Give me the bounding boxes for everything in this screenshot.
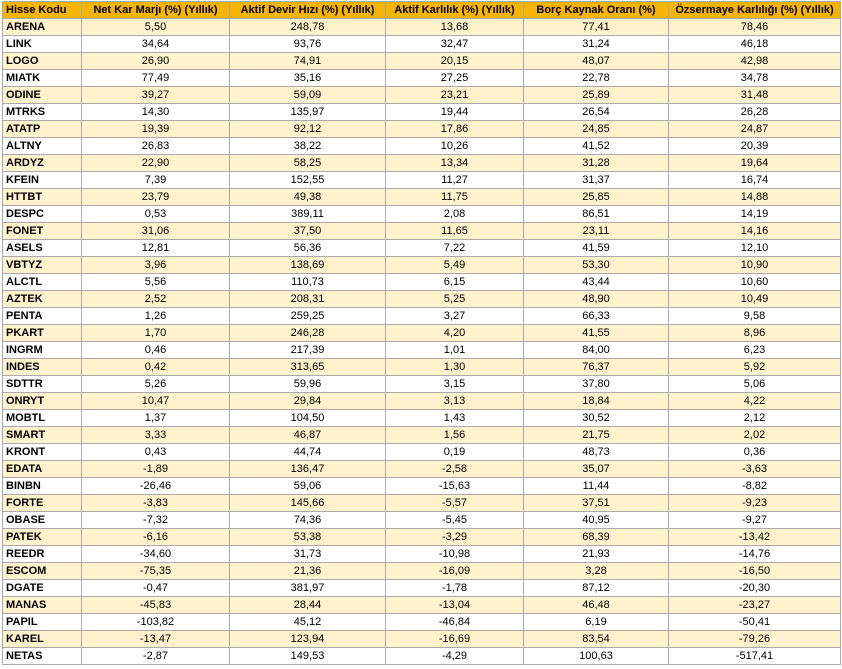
cell-borc-kaynak-orani: 83,54 [524, 631, 669, 648]
cell-aktif-karlilik: -15,63 [386, 478, 524, 495]
cell-ozsermaye-karliligi: 14,19 [669, 206, 841, 223]
table-row [3, 155, 841, 172]
cell-aktif-devir-hizi: 31,73 [230, 546, 386, 563]
cell-aktif-devir-hizi: 59,06 [230, 478, 386, 495]
col-header-aktif-karlilik: Aktif Karlılık (%) (Yıllık) [386, 2, 524, 19]
table-row [3, 291, 841, 308]
cell-net-kar-marji: -1,89 [82, 461, 230, 478]
cell-aktif-devir-hizi: 248,78 [230, 19, 386, 36]
cell-hisse-kodu: ALCTL [3, 274, 82, 291]
cell-hisse-kodu: FONET [3, 223, 82, 240]
cell-borc-kaynak-orani: 48,90 [524, 291, 669, 308]
table-row [3, 359, 841, 376]
cell-hisse-kodu: MIATK [3, 70, 82, 87]
table-row [3, 19, 841, 36]
cell-borc-kaynak-orani: 3,28 [524, 563, 669, 580]
cell-aktif-karlilik: 1,01 [386, 342, 524, 359]
cell-aktif-karlilik: -2,58 [386, 461, 524, 478]
cell-aktif-karlilik: -16,09 [386, 563, 524, 580]
table-row [3, 189, 841, 206]
table-row [3, 53, 841, 70]
cell-aktif-karlilik: 7,22 [386, 240, 524, 257]
cell-aktif-karlilik: 19,44 [386, 104, 524, 121]
cell-ozsermaye-karliligi: 14,88 [669, 189, 841, 206]
table-row [3, 223, 841, 240]
cell-hisse-kodu: PKART [3, 325, 82, 342]
cell-aktif-karlilik: 2,08 [386, 206, 524, 223]
cell-aktif-devir-hizi: 152,55 [230, 172, 386, 189]
cell-ozsermaye-karliligi: 46,18 [669, 36, 841, 53]
cell-ozsermaye-karliligi: 12,10 [669, 240, 841, 257]
cell-ozsermaye-karliligi: -50,41 [669, 614, 841, 631]
cell-net-kar-marji: 22,90 [82, 155, 230, 172]
cell-hisse-kodu: LINK [3, 36, 82, 53]
cell-net-kar-marji: -75,35 [82, 563, 230, 580]
table-row [3, 138, 841, 155]
cell-aktif-devir-hizi: 49,38 [230, 189, 386, 206]
cell-aktif-karlilik: 11,65 [386, 223, 524, 240]
table-row [3, 87, 841, 104]
table-row [3, 36, 841, 53]
cell-ozsermaye-karliligi: -517,41 [669, 648, 841, 665]
cell-aktif-devir-hizi: 217,39 [230, 342, 386, 359]
table-row [3, 631, 841, 648]
cell-hisse-kodu: SDTTR [3, 376, 82, 393]
cell-borc-kaynak-orani: 31,24 [524, 36, 669, 53]
col-header-borc-kaynak-orani: Borç Kaynak Oranı (%) [524, 2, 669, 19]
cell-ozsermaye-karliligi: 4,22 [669, 393, 841, 410]
table-row [3, 580, 841, 597]
col-header-hisse-kodu: Hisse Kodu [3, 2, 82, 19]
table-row [3, 274, 841, 291]
cell-hisse-kodu: ODINE [3, 87, 82, 104]
cell-net-kar-marji: 3,33 [82, 427, 230, 444]
cell-net-kar-marji: -0,47 [82, 580, 230, 597]
cell-ozsermaye-karliligi: 2,12 [669, 410, 841, 427]
header-row [3, 2, 841, 19]
cell-net-kar-marji: 0,42 [82, 359, 230, 376]
table-row [3, 410, 841, 427]
cell-aktif-karlilik: -5,45 [386, 512, 524, 529]
cell-aktif-devir-hizi: 29,84 [230, 393, 386, 410]
cell-ozsermaye-karliligi: 19,64 [669, 155, 841, 172]
cell-hisse-kodu: PAPIL [3, 614, 82, 631]
cell-hisse-kodu: ARDYZ [3, 155, 82, 172]
cell-aktif-karlilik: 10,26 [386, 138, 524, 155]
cell-net-kar-marji: 5,26 [82, 376, 230, 393]
cell-net-kar-marji: 23,79 [82, 189, 230, 206]
cell-ozsermaye-karliligi: 2,02 [669, 427, 841, 444]
cell-aktif-devir-hizi: 110,73 [230, 274, 386, 291]
cell-borc-kaynak-orani: 41,59 [524, 240, 669, 257]
cell-aktif-karlilik: 3,15 [386, 376, 524, 393]
cell-net-kar-marji: 0,46 [82, 342, 230, 359]
cell-ozsermaye-karliligi: -3,63 [669, 461, 841, 478]
cell-net-kar-marji: 1,26 [82, 308, 230, 325]
cell-ozsermaye-karliligi: 34,78 [669, 70, 841, 87]
cell-borc-kaynak-orani: 48,73 [524, 444, 669, 461]
cell-aktif-karlilik: 0,19 [386, 444, 524, 461]
cell-aktif-karlilik: 13,34 [386, 155, 524, 172]
financial-ratios-table [2, 1, 841, 665]
cell-borc-kaynak-orani: 48,07 [524, 53, 669, 70]
cell-aktif-devir-hizi: 74,36 [230, 512, 386, 529]
cell-aktif-karlilik: 11,75 [386, 189, 524, 206]
table-row [3, 240, 841, 257]
cell-borc-kaynak-orani: 31,37 [524, 172, 669, 189]
table-row [3, 546, 841, 563]
cell-net-kar-marji: 1,37 [82, 410, 230, 427]
cell-hisse-kodu: ALTNY [3, 138, 82, 155]
cell-aktif-karlilik: 32,47 [386, 36, 524, 53]
cell-aktif-devir-hizi: 381,97 [230, 580, 386, 597]
table-row [3, 206, 841, 223]
cell-borc-kaynak-orani: 37,80 [524, 376, 669, 393]
cell-borc-kaynak-orani: 53,30 [524, 257, 669, 274]
cell-net-kar-marji: 26,90 [82, 53, 230, 70]
cell-net-kar-marji: 19,39 [82, 121, 230, 138]
cell-ozsermaye-karliligi: 24,87 [669, 121, 841, 138]
cell-ozsermaye-karliligi: 10,60 [669, 274, 841, 291]
cell-aktif-devir-hizi: 313,65 [230, 359, 386, 376]
cell-ozsermaye-karliligi: -9,27 [669, 512, 841, 529]
cell-borc-kaynak-orani: 26,54 [524, 104, 669, 121]
cell-borc-kaynak-orani: 21,93 [524, 546, 669, 563]
table-row [3, 70, 841, 87]
cell-hisse-kodu: HTTBT [3, 189, 82, 206]
cell-aktif-karlilik: 6,15 [386, 274, 524, 291]
cell-aktif-karlilik: 1,56 [386, 427, 524, 444]
table-row [3, 444, 841, 461]
cell-aktif-karlilik: -3,29 [386, 529, 524, 546]
cell-net-kar-marji: 5,56 [82, 274, 230, 291]
cell-hisse-kodu: BINBN [3, 478, 82, 495]
cell-aktif-karlilik: 4,20 [386, 325, 524, 342]
cell-aktif-devir-hizi: 149,53 [230, 648, 386, 665]
cell-aktif-devir-hizi: 246,28 [230, 325, 386, 342]
cell-aktif-devir-hizi: 74,91 [230, 53, 386, 70]
cell-aktif-devir-hizi: 389,11 [230, 206, 386, 223]
col-header-aktif-devir-hizi: Aktif Devir Hızı (%) (Yıllık) [230, 2, 386, 19]
cell-ozsermaye-karliligi: -23,27 [669, 597, 841, 614]
cell-borc-kaynak-orani: 66,33 [524, 308, 669, 325]
cell-aktif-devir-hizi: 92,12 [230, 121, 386, 138]
cell-aktif-karlilik: 11,27 [386, 172, 524, 189]
cell-aktif-karlilik: -13,04 [386, 597, 524, 614]
table-row [3, 376, 841, 393]
cell-ozsermaye-karliligi: -9,23 [669, 495, 841, 512]
cell-net-kar-marji: -6,16 [82, 529, 230, 546]
cell-net-kar-marji: 2,52 [82, 291, 230, 308]
cell-net-kar-marji: -34,60 [82, 546, 230, 563]
cell-hisse-kodu: OBASE [3, 512, 82, 529]
cell-aktif-devir-hizi: 35,16 [230, 70, 386, 87]
cell-ozsermaye-karliligi: 14,16 [669, 223, 841, 240]
cell-net-kar-marji: 31,06 [82, 223, 230, 240]
cell-aktif-devir-hizi: 104,50 [230, 410, 386, 427]
cell-hisse-kodu: ONRYT [3, 393, 82, 410]
cell-aktif-devir-hizi: 208,31 [230, 291, 386, 308]
cell-hisse-kodu: MANAS [3, 597, 82, 614]
cell-aktif-karlilik: 1,30 [386, 359, 524, 376]
table-row [3, 172, 841, 189]
cell-ozsermaye-karliligi: 9,58 [669, 308, 841, 325]
cell-borc-kaynak-orani: 77,41 [524, 19, 669, 36]
cell-aktif-karlilik: -46,84 [386, 614, 524, 631]
cell-hisse-kodu: DGATE [3, 580, 82, 597]
cell-aktif-devir-hizi: 53,38 [230, 529, 386, 546]
cell-hisse-kodu: INGRM [3, 342, 82, 359]
cell-ozsermaye-karliligi: -20,30 [669, 580, 841, 597]
cell-aktif-devir-hizi: 59,09 [230, 87, 386, 104]
cell-borc-kaynak-orani: 87,12 [524, 580, 669, 597]
cell-borc-kaynak-orani: 84,00 [524, 342, 669, 359]
table-body [3, 19, 841, 665]
cell-aktif-karlilik: 3,13 [386, 393, 524, 410]
cell-aktif-devir-hizi: 28,44 [230, 597, 386, 614]
cell-aktif-karlilik: 27,25 [386, 70, 524, 87]
cell-ozsermaye-karliligi: -13,42 [669, 529, 841, 546]
cell-net-kar-marji: 0,53 [82, 206, 230, 223]
cell-borc-kaynak-orani: 76,37 [524, 359, 669, 376]
cell-borc-kaynak-orani: 68,39 [524, 529, 669, 546]
cell-net-kar-marji: -7,32 [82, 512, 230, 529]
table-row [3, 308, 841, 325]
col-header-ozsermaye-karliligi: Özsermaye Karlılığı (%) (Yıllık) [669, 2, 841, 19]
cell-aktif-karlilik: -1,78 [386, 580, 524, 597]
cell-net-kar-marji: -3,83 [82, 495, 230, 512]
cell-aktif-karlilik: -16,69 [386, 631, 524, 648]
cell-borc-kaynak-orani: 21,75 [524, 427, 669, 444]
cell-borc-kaynak-orani: 30,52 [524, 410, 669, 427]
cell-hisse-kodu: KAREL [3, 631, 82, 648]
cell-net-kar-marji: 12,81 [82, 240, 230, 257]
cell-net-kar-marji: 7,39 [82, 172, 230, 189]
cell-aktif-karlilik: 5,49 [386, 257, 524, 274]
cell-aktif-karlilik: -4,29 [386, 648, 524, 665]
cell-hisse-kodu: DESPC [3, 206, 82, 223]
cell-net-kar-marji: 34,64 [82, 36, 230, 53]
cell-net-kar-marji: 1,70 [82, 325, 230, 342]
table-row [3, 427, 841, 444]
cell-ozsermaye-karliligi: 42,98 [669, 53, 841, 70]
cell-borc-kaynak-orani: 6,19 [524, 614, 669, 631]
cell-hisse-kodu: ATATP [3, 121, 82, 138]
cell-net-kar-marji: -2,87 [82, 648, 230, 665]
cell-ozsermaye-karliligi: 31,48 [669, 87, 841, 104]
cell-borc-kaynak-orani: 41,55 [524, 325, 669, 342]
cell-ozsermaye-karliligi: 16,74 [669, 172, 841, 189]
cell-hisse-kodu: VBTYZ [3, 257, 82, 274]
cell-net-kar-marji: 3,96 [82, 257, 230, 274]
cell-hisse-kodu: INDES [3, 359, 82, 376]
cell-ozsermaye-karliligi: 20,39 [669, 138, 841, 155]
cell-aktif-devir-hizi: 123,94 [230, 631, 386, 648]
cell-hisse-kodu: KFEIN [3, 172, 82, 189]
cell-ozsermaye-karliligi: 10,49 [669, 291, 841, 308]
cell-aktif-devir-hizi: 58,25 [230, 155, 386, 172]
cell-hisse-kodu: MOBTL [3, 410, 82, 427]
table-row [3, 257, 841, 274]
table-row [3, 342, 841, 359]
table-row [3, 478, 841, 495]
cell-borc-kaynak-orani: 25,89 [524, 87, 669, 104]
table-row [3, 529, 841, 546]
cell-aktif-karlilik: 20,15 [386, 53, 524, 70]
cell-hisse-kodu: SMART [3, 427, 82, 444]
cell-aktif-devir-hizi: 136,47 [230, 461, 386, 478]
cell-aktif-devir-hizi: 56,36 [230, 240, 386, 257]
cell-ozsermaye-karliligi: -8,82 [669, 478, 841, 495]
cell-net-kar-marji: 0,43 [82, 444, 230, 461]
cell-aktif-karlilik: 23,21 [386, 87, 524, 104]
cell-hisse-kodu: NETAS [3, 648, 82, 665]
cell-net-kar-marji: -26,46 [82, 478, 230, 495]
cell-borc-kaynak-orani: 25,85 [524, 189, 669, 206]
cell-hisse-kodu: PATEK [3, 529, 82, 546]
cell-ozsermaye-karliligi: 6,23 [669, 342, 841, 359]
cell-hisse-kodu: ASELS [3, 240, 82, 257]
cell-net-kar-marji: 5,50 [82, 19, 230, 36]
cell-borc-kaynak-orani: 18,84 [524, 393, 669, 410]
cell-hisse-kodu: KRONT [3, 444, 82, 461]
cell-aktif-devir-hizi: 135,97 [230, 104, 386, 121]
cell-aktif-karlilik: -10,98 [386, 546, 524, 563]
table-row [3, 495, 841, 512]
table-row [3, 563, 841, 580]
cell-aktif-karlilik: 13,68 [386, 19, 524, 36]
cell-hisse-kodu: MTRKS [3, 104, 82, 121]
cell-aktif-karlilik: -5,57 [386, 495, 524, 512]
cell-hisse-kodu: ESCOM [3, 563, 82, 580]
cell-ozsermaye-karliligi: 5,92 [669, 359, 841, 376]
cell-borc-kaynak-orani: 31,28 [524, 155, 669, 172]
cell-aktif-devir-hizi: 59,96 [230, 376, 386, 393]
cell-ozsermaye-karliligi: 8,96 [669, 325, 841, 342]
cell-aktif-karlilik: 3,27 [386, 308, 524, 325]
table-row [3, 597, 841, 614]
cell-hisse-kodu: PENTA [3, 308, 82, 325]
cell-borc-kaynak-orani: 35,07 [524, 461, 669, 478]
cell-net-kar-marji: 14,30 [82, 104, 230, 121]
cell-net-kar-marji: 77,49 [82, 70, 230, 87]
table-row [3, 648, 841, 665]
cell-borc-kaynak-orani: 86,51 [524, 206, 669, 223]
cell-aktif-devir-hizi: 138,69 [230, 257, 386, 274]
cell-aktif-karlilik: 5,25 [386, 291, 524, 308]
cell-aktif-karlilik: 1,43 [386, 410, 524, 427]
cell-ozsermaye-karliligi: 10,90 [669, 257, 841, 274]
cell-ozsermaye-karliligi: 26,28 [669, 104, 841, 121]
cell-borc-kaynak-orani: 43,44 [524, 274, 669, 291]
table-header [3, 2, 841, 19]
cell-ozsermaye-karliligi: -16,50 [669, 563, 841, 580]
cell-aktif-devir-hizi: 21,36 [230, 563, 386, 580]
cell-borc-kaynak-orani: 100,63 [524, 648, 669, 665]
cell-net-kar-marji: 26,83 [82, 138, 230, 155]
cell-ozsermaye-karliligi: -79,26 [669, 631, 841, 648]
cell-ozsermaye-karliligi: 78,46 [669, 19, 841, 36]
cell-borc-kaynak-orani: 23,11 [524, 223, 669, 240]
cell-borc-kaynak-orani: 22,78 [524, 70, 669, 87]
cell-aktif-devir-hizi: 46,87 [230, 427, 386, 444]
cell-hisse-kodu: REEDR [3, 546, 82, 563]
table-row [3, 614, 841, 631]
cell-net-kar-marji: -45,83 [82, 597, 230, 614]
cell-aktif-karlilik: 17,86 [386, 121, 524, 138]
table-row [3, 325, 841, 342]
col-header-net-kar-marji: Net Kar Marjı (%) (Yıllık) [82, 2, 230, 19]
cell-borc-kaynak-orani: 41,52 [524, 138, 669, 155]
table-row [3, 393, 841, 410]
cell-ozsermaye-karliligi: -14,76 [669, 546, 841, 563]
cell-net-kar-marji: 10,47 [82, 393, 230, 410]
cell-aktif-devir-hizi: 45,12 [230, 614, 386, 631]
cell-ozsermaye-karliligi: 5,06 [669, 376, 841, 393]
table-row [3, 512, 841, 529]
cell-net-kar-marji: -103,82 [82, 614, 230, 631]
table-row [3, 104, 841, 121]
table-row [3, 121, 841, 138]
table-row [3, 461, 841, 478]
cell-borc-kaynak-orani: 11,44 [524, 478, 669, 495]
cell-hisse-kodu: EDATA [3, 461, 82, 478]
cell-hisse-kodu: ARENA [3, 19, 82, 36]
cell-aktif-devir-hizi: 37,50 [230, 223, 386, 240]
cell-ozsermaye-karliligi: 0,36 [669, 444, 841, 461]
cell-net-kar-marji: 39,27 [82, 87, 230, 104]
cell-aktif-devir-hizi: 145,66 [230, 495, 386, 512]
cell-aktif-devir-hizi: 38,22 [230, 138, 386, 155]
cell-borc-kaynak-orani: 40,95 [524, 512, 669, 529]
cell-net-kar-marji: -13,47 [82, 631, 230, 648]
cell-borc-kaynak-orani: 46,48 [524, 597, 669, 614]
cell-borc-kaynak-orani: 24,85 [524, 121, 669, 138]
cell-borc-kaynak-orani: 37,51 [524, 495, 669, 512]
cell-aktif-devir-hizi: 259,25 [230, 308, 386, 325]
cell-hisse-kodu: FORTE [3, 495, 82, 512]
cell-aktif-devir-hizi: 93,76 [230, 36, 386, 53]
cell-hisse-kodu: LOGO [3, 53, 82, 70]
cell-aktif-devir-hizi: 44,74 [230, 444, 386, 461]
cell-hisse-kodu: AZTEK [3, 291, 82, 308]
